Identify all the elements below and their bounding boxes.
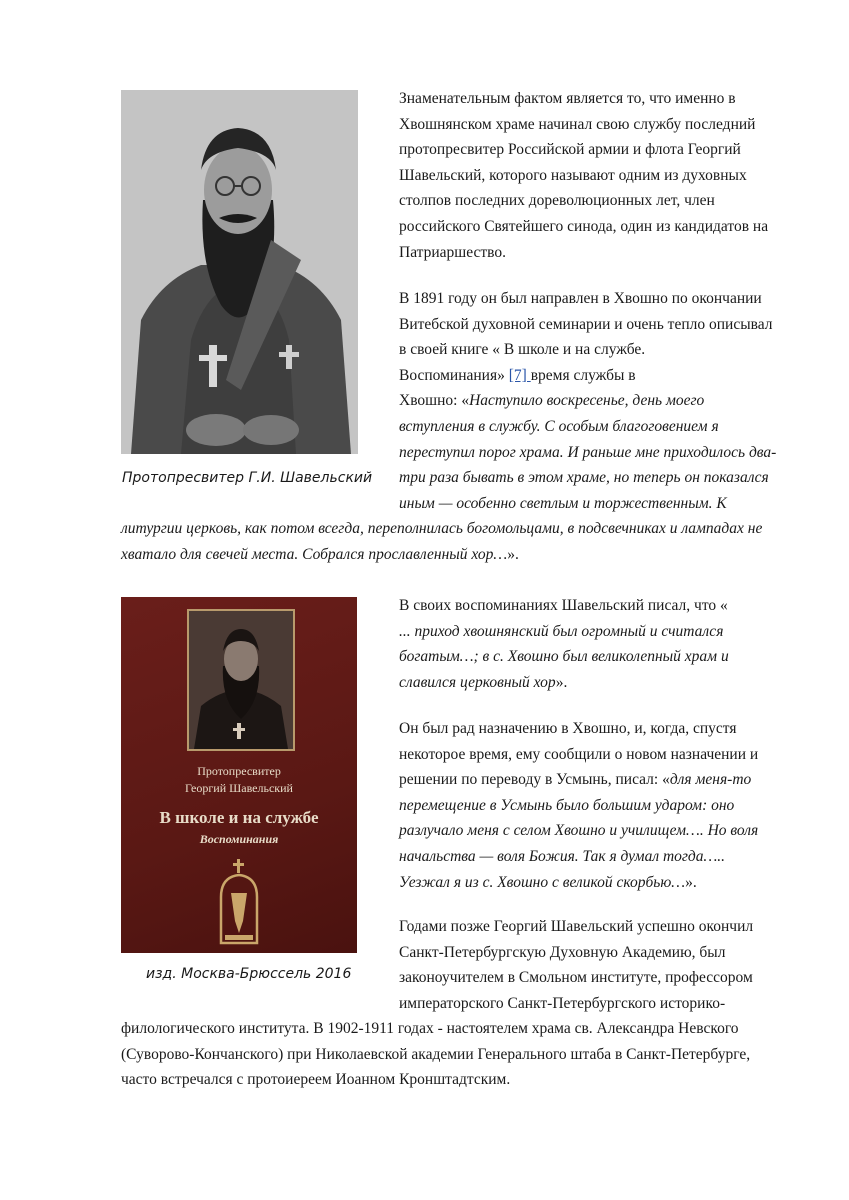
- paragraph-1891: [399, 286, 776, 516]
- text-line: (Суворово-Кончанского) при Николаевской академии Генерального штаба в Санкт-Петербурге,: [121, 1045, 751, 1063]
- text-line: [399, 363, 776, 389]
- quote-line: начальства — воля Божия. Так я думал тогда…..: [399, 847, 726, 865]
- text-line: часто встречался с протоиереем Иоанном Кронштадтским.: [121, 1071, 511, 1089]
- book-cover-image: [121, 597, 357, 953]
- quote-fragment: хватало для свечей места. Собрался прославленный хор…: [121, 545, 508, 563]
- text-line: протопресвитер Российской армии и флота Георгий: [399, 141, 741, 159]
- cover-portrait: [187, 609, 295, 751]
- text-fragment: время службы в: [530, 366, 636, 384]
- text-line: Годами позже Георгий Шавельский успешно окончил: [399, 918, 754, 935]
- text-line: В 1891 году он был направлен в Хвошно по окончании: [399, 290, 762, 307]
- text-fragment: ».: [507, 545, 519, 563]
- text-line: Витебской духовной семинарии и очень тепло описывал: [399, 315, 773, 333]
- paragraph-career: [399, 914, 753, 1016]
- paragraph-1891-continued: [121, 516, 762, 567]
- text-line: Патриаршество.: [399, 243, 507, 261]
- text-line: В своих воспоминаниях Шавельский писал, что «: [399, 597, 728, 614]
- text-line: некоторое время, ему сообщили о новом назначении и: [399, 745, 759, 763]
- portrait-photo: [121, 90, 358, 454]
- text-line: Он был рад назначению в Хвошно, и, когда, спустя: [399, 720, 737, 737]
- text-fragment: Воспоминания»: [399, 366, 509, 384]
- text-line: Знаменательным фактом является то, что именно в: [399, 90, 736, 107]
- footnote-link[interactable]: [7]: [508, 366, 531, 384]
- text-line: столпов последних дореволюционных лет, член: [399, 192, 715, 210]
- cover-subtitle: Воспоминания: [199, 832, 279, 846]
- quote-line: богатым…; в с. Хвошно был великолепный храм и: [399, 648, 729, 666]
- quote-line: литургии церковь, как потом всегда, переполнилась богомольцами, в подсвечниках и лампадах не: [121, 520, 763, 537]
- text-line: [399, 767, 758, 793]
- quote-fragment: славился церковный хор: [399, 673, 556, 691]
- text-fragment: Хвошно: «: [399, 392, 470, 410]
- quote-fragment: Наступило воскресенье, день моего: [469, 392, 705, 410]
- text-line: Санкт-Петербургскую Духовную Академию, был: [399, 943, 726, 961]
- paragraph-appointment: [399, 716, 758, 895]
- cover-author-line2: Георгий Шавельский: [185, 781, 293, 795]
- text-line: [399, 670, 729, 696]
- quote-line: иным — особенно светлым и торжественным. К: [399, 494, 727, 512]
- quote-line: три раза бывать в этом храме, но теперь он показался: [399, 469, 769, 487]
- text-line: [399, 870, 758, 896]
- text-line: Шавельский, которого называют одним из духовных: [399, 166, 747, 184]
- quote-fragment: для меня-то: [669, 771, 752, 789]
- quote-fragment: Уезжал я из с. Хвошно с великой скорбью…: [399, 873, 686, 891]
- quote-line: перемещение в Усмынь было большим ударом: оно: [399, 796, 735, 814]
- quote-line: разлучало меня с селом Хвошно и училищем…. Но воля: [399, 822, 759, 840]
- text-fragment: ».: [555, 673, 568, 691]
- portrait-illustration: [121, 90, 358, 454]
- text-fragment: ».: [685, 873, 697, 891]
- cover-portrait-illustration: [189, 611, 293, 749]
- publisher-emblem-icon: [217, 859, 261, 945]
- text-line: в своей книге « В школе и на службе.: [399, 341, 646, 359]
- paragraph-memoirs: [399, 593, 729, 695]
- cover-author-line1: Протопресвитер: [197, 764, 281, 778]
- text-line: российского Святейшего синода, один из кандидатов на: [399, 217, 769, 235]
- cover-title: В школе и на службе: [159, 808, 319, 827]
- paragraph-career-continued: [121, 1016, 750, 1093]
- text-line: Хвошнянском храме начинал свою службу последний: [399, 115, 756, 133]
- text-line: филологического института. В 1902-1911 годах - настоятелем храма св. Александра Невского: [121, 1020, 739, 1037]
- portrait-caption: Протопресвитер Г.И. Шавельский: [122, 470, 373, 486]
- quote-line: ... приход хвошнянский был огромный и считался: [399, 622, 724, 640]
- paragraph-intro: [399, 86, 768, 265]
- quote-line: вступления в службу. С особым благоговением я: [399, 417, 719, 435]
- text-line: законоучителем в Смольном институте, профессором: [399, 969, 753, 987]
- text-line: императорского Санкт-Петербургского историко-: [399, 994, 726, 1012]
- text-line: [399, 388, 776, 414]
- text-fragment: решении по переводу в Усмынь, писал: «: [399, 771, 670, 789]
- text-line: [121, 542, 762, 568]
- quote-line: переступил порог храма. И раньше мне приходилось два-: [399, 443, 777, 461]
- book-caption: изд. Москва-Брюссель 2016: [146, 966, 352, 982]
